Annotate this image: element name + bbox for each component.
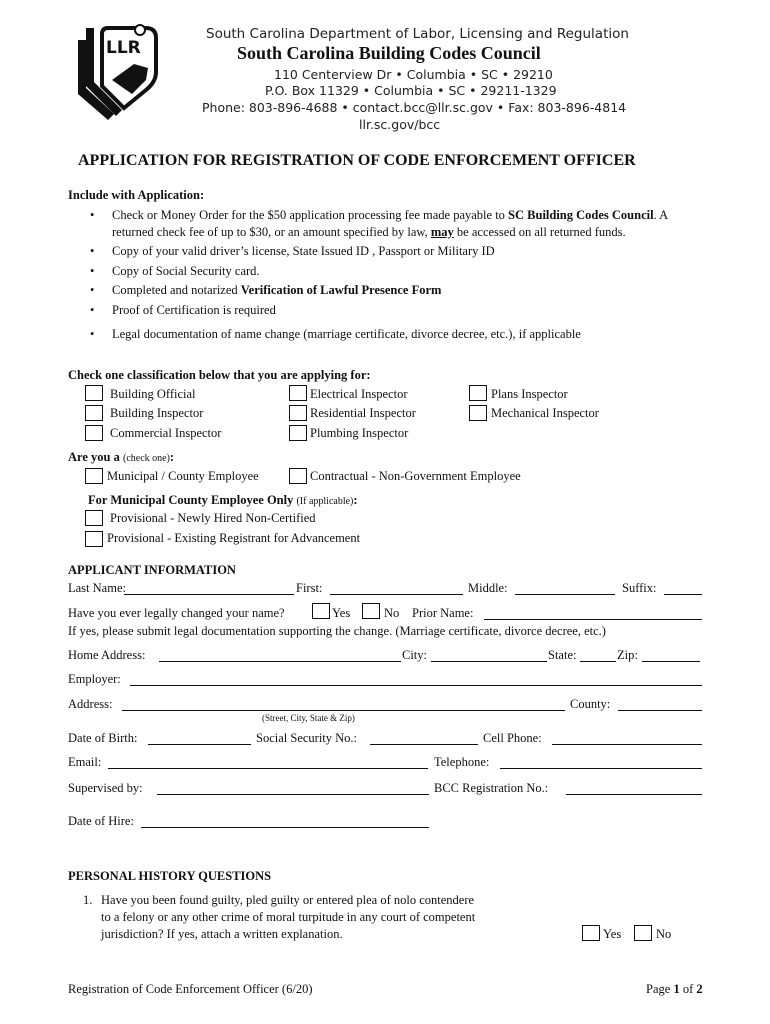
provisional-new-label: Provisional - Newly Hired Non-Certified [110, 511, 316, 525]
website: llr.sc.gov/bcc [359, 117, 441, 132]
supervised-by-label: Supervised by: [68, 781, 143, 795]
mechanical-inspector-checkbox[interactable] [469, 405, 487, 421]
middle-name-field[interactable] [515, 594, 615, 595]
zip-label: Zip: [617, 648, 638, 662]
county-label: County: [570, 697, 611, 711]
ssn-field[interactable] [370, 744, 478, 745]
prior-name-label: Prior Name: [412, 606, 474, 620]
list-item: • Copy of your valid driver’s license, State Issued ID , Passport or Military ID [88, 243, 688, 260]
last-name-label: Last Name: [68, 581, 126, 595]
contact-line: Phone: 803-896-4688 • contact.bcc@llr.sc.gov • Fax: 803-896-4814 [202, 100, 627, 115]
changed-name-yes-label: Yes [332, 606, 351, 620]
page-title: APPLICATION FOR REGISTRATION OF CODE ENFORCEMENT OFFICER [78, 152, 636, 169]
telephone-field[interactable] [500, 768, 702, 769]
plumbing-inspector-label: Plumbing Inspector [310, 426, 409, 440]
telephone-label: Telephone: [434, 755, 490, 769]
address-line-2: P.O. Box 11329 • Columbia • SC • 29211-1329 [265, 83, 557, 98]
county-field[interactable] [618, 710, 702, 711]
municipal-employee-label: Municipal / County Employee [107, 469, 259, 483]
list-item: • Completed and notarized Verification of Lawful Presence Form [88, 282, 688, 299]
employer-label: Employer: [68, 672, 121, 686]
electrical-inspector-checkbox[interactable] [289, 385, 307, 401]
plans-inspector-label: Plans Inspector [491, 387, 568, 401]
provisional-existing-label: Provisional - Existing Registrant for Advancement [107, 531, 361, 545]
state-field[interactable] [580, 661, 616, 662]
address-label: Address: [68, 697, 113, 711]
list-item: • Proof of Certification is required [88, 302, 688, 319]
building-inspector-label: Building Inspector [110, 406, 204, 420]
middle-name-label: Middle: [468, 581, 508, 595]
contractual-employee-label: Contractual - Non-Government Employee [310, 469, 521, 483]
llr-logo [76, 24, 160, 120]
city-label: City: [402, 648, 428, 662]
changed-name-question: Have you ever legally changed your name? [68, 606, 285, 620]
email-label: Email: [68, 755, 102, 769]
prior-name-field[interactable] [484, 619, 702, 620]
include-list [88, 207, 688, 346]
state-label: State: [548, 648, 577, 662]
name-change-note: If yes, please submit legal documentation supporting the change. (Marriage certificate, divorce decree, etc.) [68, 624, 606, 638]
question-1-line-1: Have you been found guilty, pled guilty or entered plea of nolo contendere [101, 893, 475, 907]
municipal-employee-checkbox[interactable] [85, 468, 103, 484]
plans-inspector-checkbox[interactable] [469, 385, 487, 401]
dob-label: Date of Birth: [68, 731, 138, 745]
commercial-inspector-label: Commercial Inspector [110, 426, 222, 440]
last-name-field[interactable] [124, 594, 294, 595]
provisional-existing-checkbox[interactable] [85, 531, 103, 547]
changed-name-no-label: No [384, 606, 400, 620]
building-inspector-checkbox[interactable] [85, 405, 103, 421]
are-you-heading: Are you a (check one): [68, 450, 175, 464]
changed-name-no-checkbox[interactable] [362, 603, 380, 619]
municipal-only-heading: For Municipal County Employee Only (If applicable): [88, 493, 358, 507]
residential-inspector-label: Residential Inspector [310, 406, 416, 420]
question-1-number: 1. [83, 893, 93, 907]
plumbing-inspector-checkbox[interactable] [289, 425, 307, 441]
electrical-inspector-label: Electrical Inspector [310, 387, 408, 401]
first-name-field[interactable] [330, 594, 463, 595]
date-of-hire-label: Date of Hire: [68, 814, 134, 828]
address-field[interactable] [122, 710, 565, 711]
zip-field[interactable] [642, 661, 700, 662]
address-hint: (Street, City, State & Zip) [262, 713, 355, 723]
building-official-checkbox[interactable] [85, 385, 103, 401]
footer-page-number: Page 1 of 2 [646, 982, 703, 996]
city-field[interactable] [431, 661, 547, 662]
history-heading: PERSONAL HISTORY QUESTIONS [68, 869, 272, 883]
address-line-1: 110 Centerview Dr • Columbia • SC • 29210 [274, 67, 553, 82]
changed-name-yes-checkbox[interactable] [312, 603, 330, 619]
building-official-label: Building Official [110, 387, 196, 401]
commercial-inspector-checkbox[interactable] [85, 425, 103, 441]
question-1-yes-label: Yes [603, 927, 622, 941]
logo-text: LLR [106, 38, 141, 58]
question-1-no-checkbox[interactable] [634, 925, 652, 941]
list-item: • Check or Money Order for the $50 application processing fee made payable to SC Building Codes Council. A returned check fee of up to $30, or an amount specified by law, may be accessed on all returned funds. [88, 207, 688, 240]
list-item: • Copy of Social Security card. [88, 263, 688, 280]
list-item: • Legal documentation of name change (marriage certificate, divorce decree, etc.), if applicable [88, 326, 688, 343]
footer-form-name: Registration of Code Enforcement Officer (6/20) [68, 982, 313, 996]
first-name-label: First: [296, 581, 323, 595]
home-address-field[interactable] [159, 661, 401, 662]
department-name: South Carolina Department of Labor, Licensing and Regulation [206, 26, 629, 42]
residential-inspector-checkbox[interactable] [289, 405, 307, 421]
cell-phone-field[interactable] [552, 744, 702, 745]
ssn-label: Social Security No.: [256, 731, 358, 745]
question-1-yes-checkbox[interactable] [582, 925, 600, 941]
contractual-employee-checkbox[interactable] [289, 468, 307, 484]
employer-field[interactable] [130, 685, 702, 686]
supervised-by-field[interactable] [157, 794, 429, 795]
date-of-hire-field[interactable] [141, 827, 429, 828]
dob-field[interactable] [148, 744, 251, 745]
email-field[interactable] [108, 768, 428, 769]
classification-heading: Check one classification below that you are applying for: [68, 368, 371, 382]
suffix-field[interactable] [664, 594, 702, 595]
cell-phone-label: Cell Phone: [483, 731, 542, 745]
suffix-label: Suffix: [622, 581, 657, 595]
home-address-label: Home Address: [68, 648, 146, 662]
question-1-line-2: to a felony or any other crime of moral turpitude in any court of competent [101, 910, 476, 924]
mechanical-inspector-label: Mechanical Inspector [491, 406, 599, 420]
question-1-line-3: jurisdiction? If yes, attach a written explanation. [101, 927, 343, 941]
provisional-new-checkbox[interactable] [85, 510, 103, 526]
bcc-registration-field[interactable] [566, 794, 702, 795]
include-heading: Include with Application: [68, 188, 205, 202]
bcc-registration-label: BCC Registration No.: [434, 781, 549, 795]
question-1-no-label: No [656, 927, 672, 941]
council-name: South Carolina Building Codes Council [237, 43, 541, 63]
applicant-heading: APPLICANT INFORMATION [68, 563, 236, 577]
